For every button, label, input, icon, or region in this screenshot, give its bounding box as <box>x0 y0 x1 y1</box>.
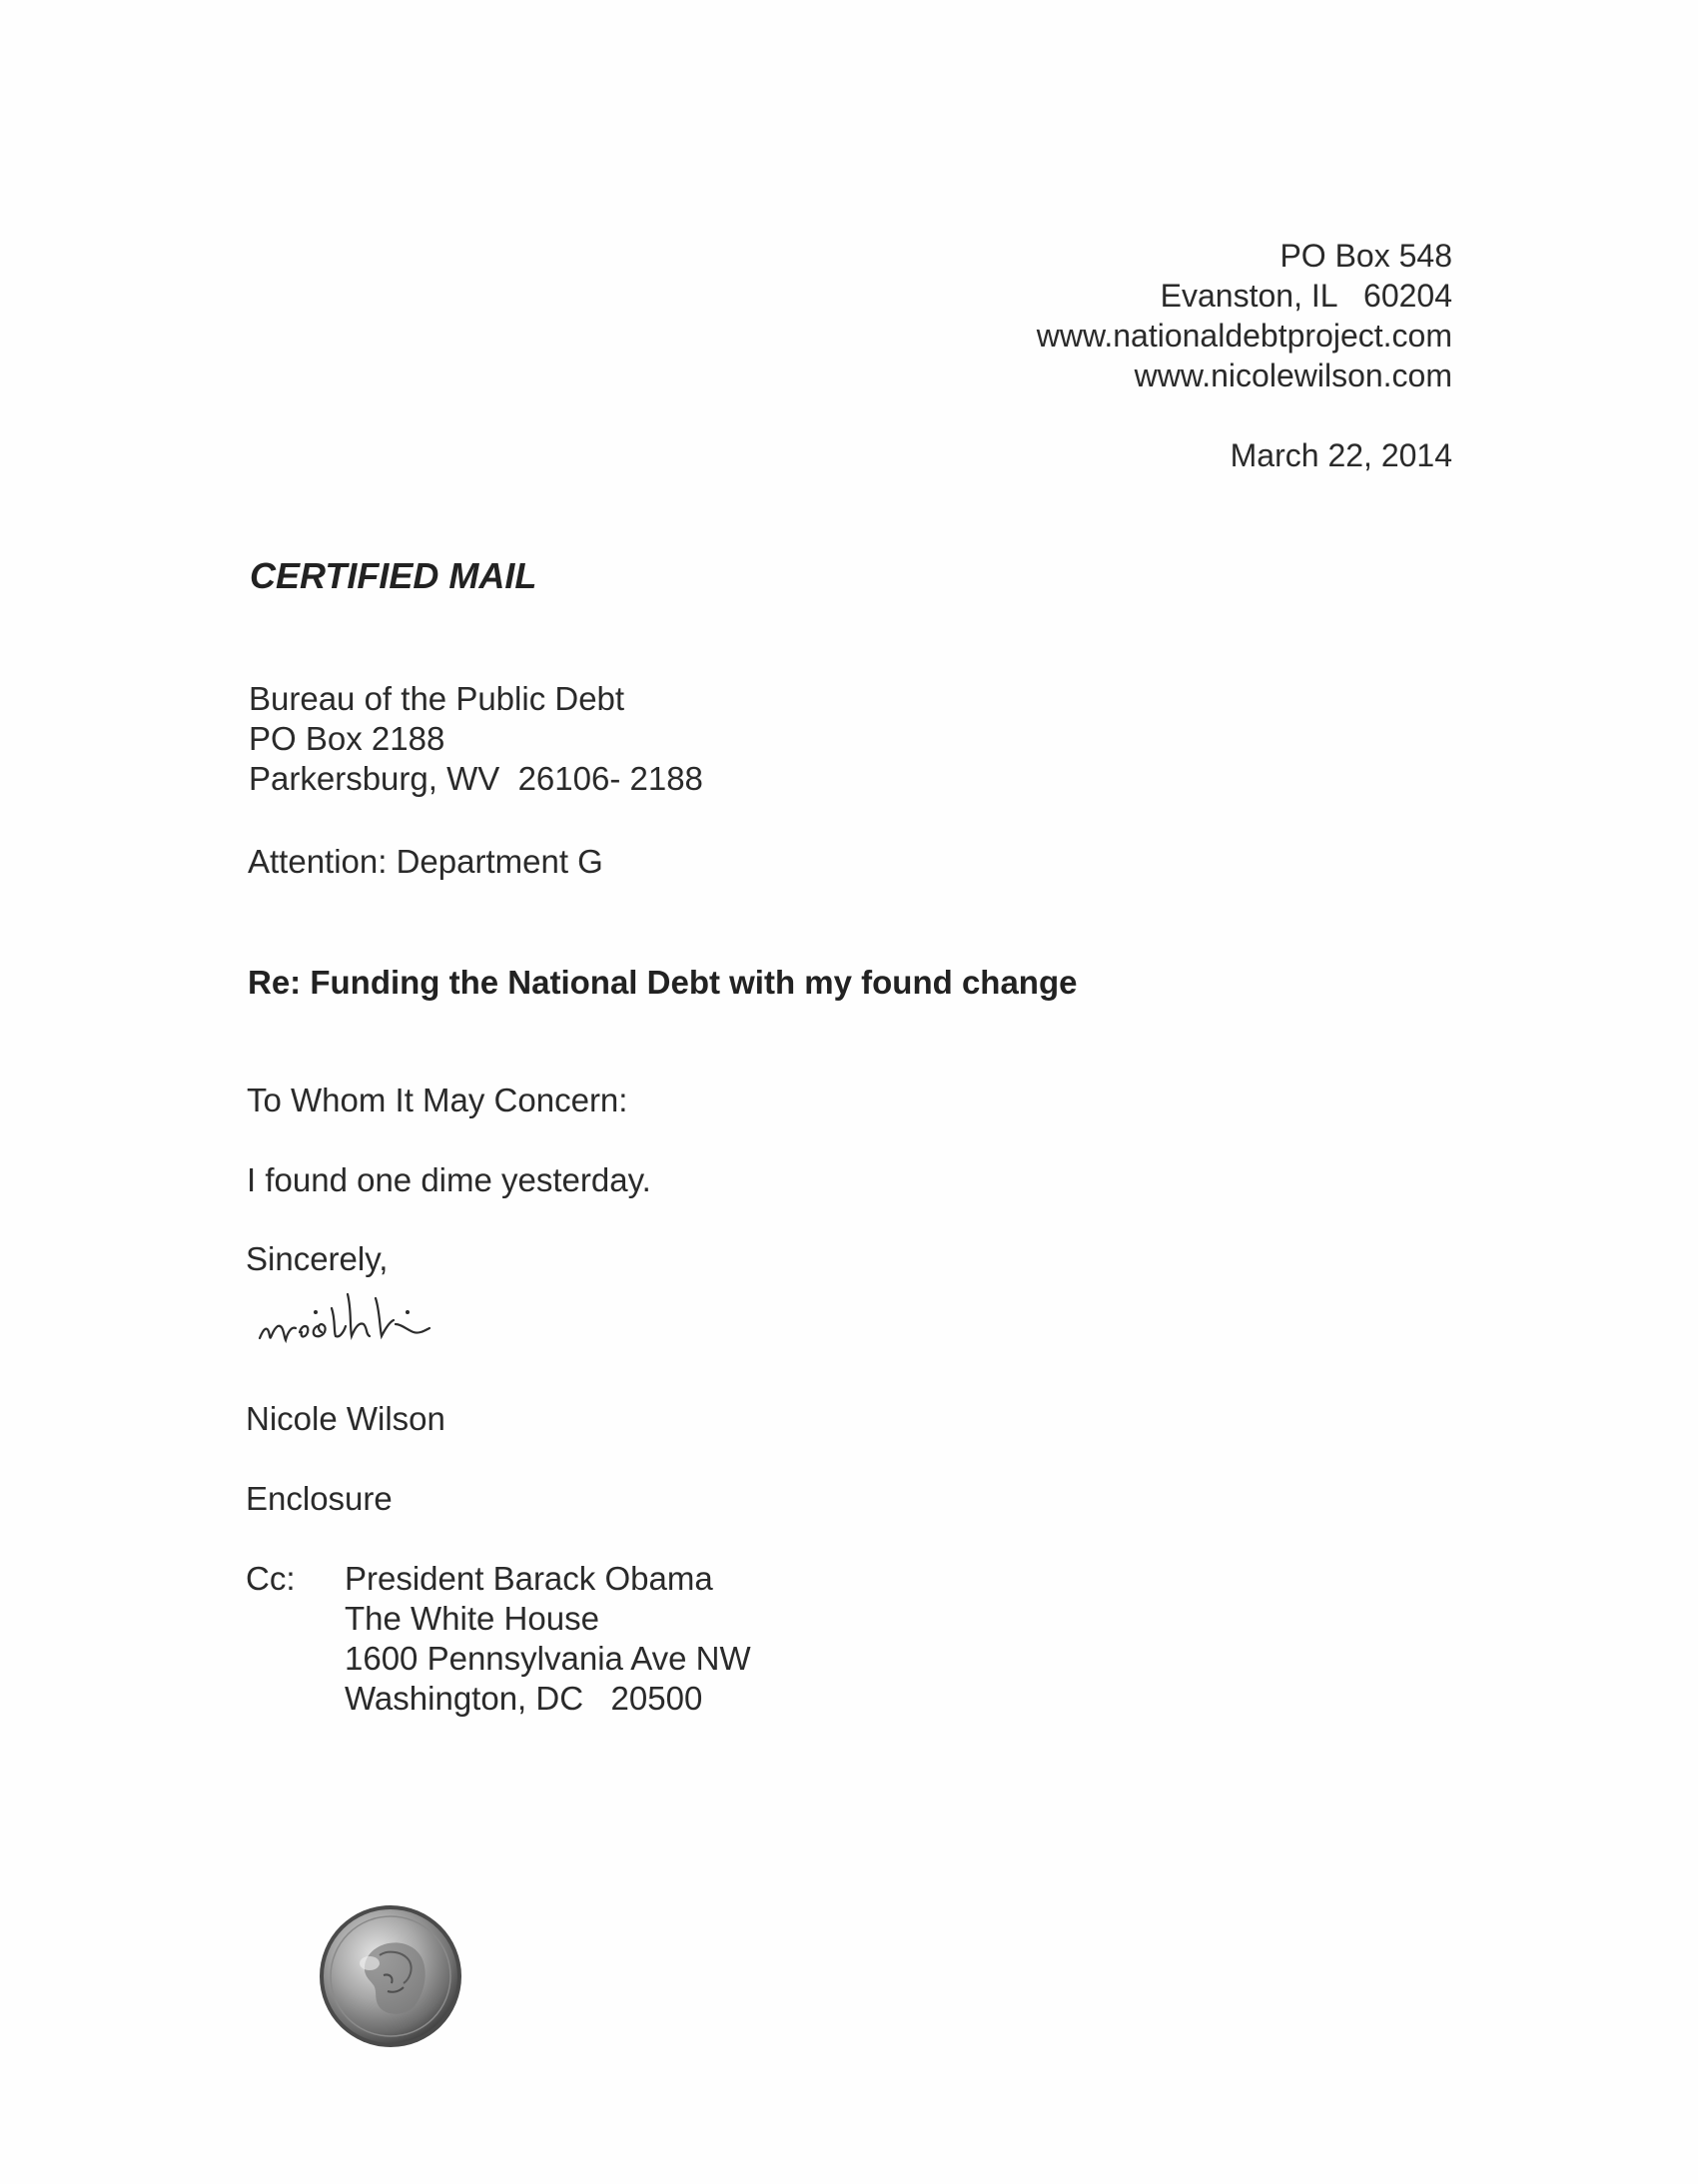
signer-name: Nicole Wilson <box>246 1400 445 1437</box>
sender-address-block <box>1037 236 1452 395</box>
recipient-name: Bureau of the Public Debt <box>249 680 625 717</box>
closing: Sincerely, <box>246 1240 389 1277</box>
salutation: To Whom It May Concern: <box>247 1082 628 1118</box>
sender-po-box: PO Box 548 <box>1279 238 1452 274</box>
dime-coin-image <box>318 1903 463 2049</box>
cc-city-state-zip: Washington, DC 20500 <box>345 1680 703 1717</box>
recipient-city-state-zip: Parkersburg, WV 26106- 2188 <box>249 760 703 797</box>
handwritten-signature <box>256 1280 535 1360</box>
enclosure-note: Enclosure <box>246 1480 393 1517</box>
recipient-address-block <box>249 679 703 799</box>
letter-body: I found one dime yesterday. <box>247 1161 651 1198</box>
recipient-po-box: PO Box 2188 <box>249 720 445 757</box>
cc-name: President Barack Obama <box>345 1560 713 1597</box>
sender-city-state-zip: Evanston, IL 60204 <box>1160 278 1452 314</box>
sender-website-1: www.nationaldebtproject.com <box>1036 318 1452 354</box>
sender-website-2: www.nicolewilson.com <box>1134 358 1452 393</box>
cc-organization: The White House <box>345 1600 599 1637</box>
letter-date: March 22, 2014 <box>1230 437 1452 473</box>
cc-address-block <box>345 1559 751 1719</box>
subject-line: Re: Funding the National Debt with my found change <box>248 964 1078 1001</box>
cc-label: Cc: <box>246 1560 296 1597</box>
cc-street: 1600 Pennsylvania Ave NW <box>345 1640 751 1677</box>
attention-line: Attention: Department G <box>248 843 603 880</box>
certified-mail-heading: CERTIFIED MAIL <box>250 555 537 596</box>
